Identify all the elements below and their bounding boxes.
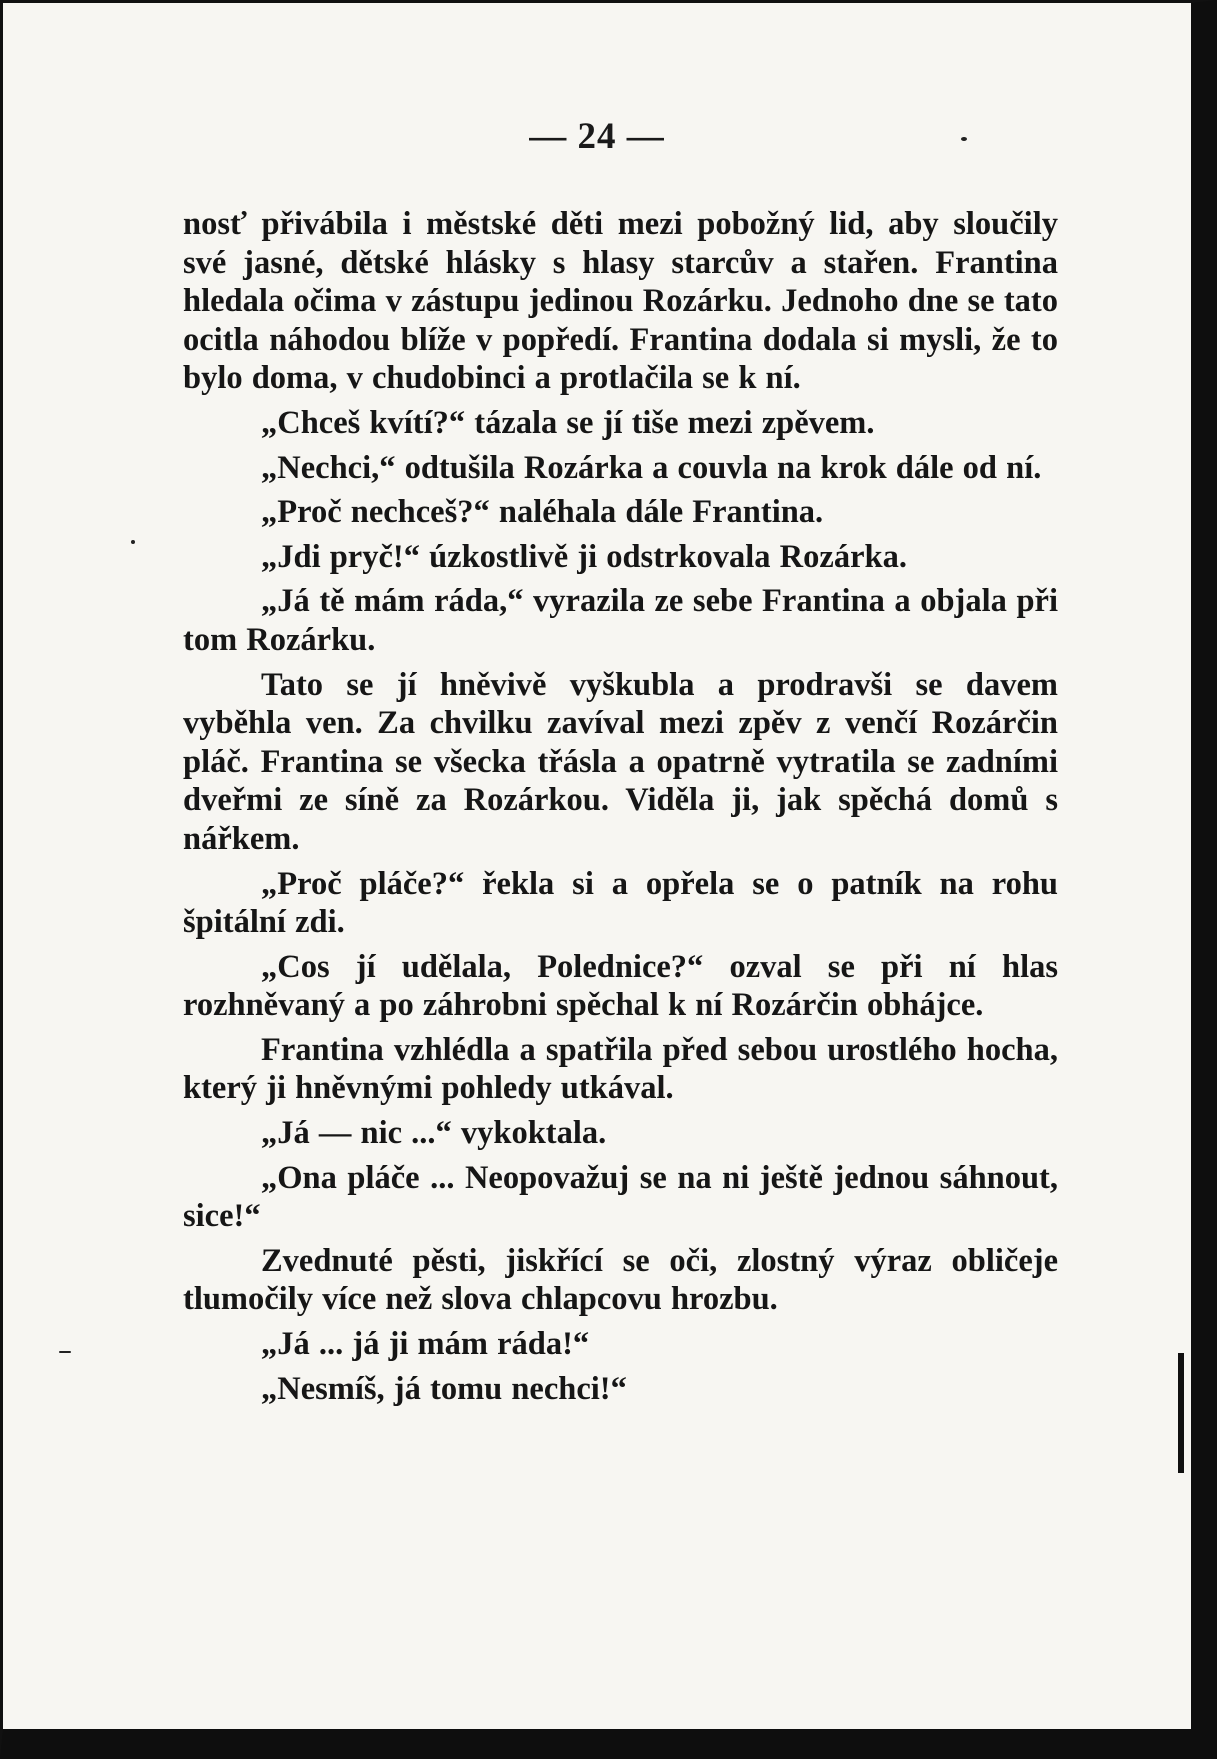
paragraph-dialogue: „Proč nechceš?“ naléhala dále Frantina. xyxy=(261,494,824,531)
scan-edge-mark xyxy=(1178,1353,1184,1473)
paragraph-narration: Tato se jí hněvivě vyškubla a prodravši se davem vyběhla ven. Za chvilku zavíval mezi zpěv z venčí Rozárčin pláč. Frantina se všecka třásla a opatrně vytratila se zadními dveřmi ze síně za Rozárkou. Viděla ji, jak spěchá domů s nářkem. xyxy=(183,666,1058,857)
page-number: — 24 — xyxy=(529,116,665,157)
paragraph-dialogue: „Nechci,“ odtušila Rozárka a couvla na krok dále od ní. xyxy=(261,449,1042,486)
paragraph-dialogue: „Jdi pryč!“ úzkostlivě ji odstrkovala Rozárka. xyxy=(261,538,907,575)
body-text xyxy=(183,205,1058,1408)
paragraph-dialogue: „Nesmíš, já tomu nechci!“ xyxy=(261,1370,627,1407)
paragraph-dialogue: „Já tě mám ráda,“ vyrazila ze sebe Frantina a objala při tom Rozárku. xyxy=(183,583,1058,658)
paragraph-narration: Frantina vzhlédla a spatřila před sebou urostlého hocha, který ji hněvnými pohledy utkával. xyxy=(183,1031,1058,1107)
paragraph-dialogue: „Proč pláče?“ řekla si a opřela se o patník na rohu špitální zdi. xyxy=(183,865,1058,941)
paragraph-narration: Zvednuté pěsti, jiskřící se oči, zlostný výraz obličeje tlumočily více než slova chlapcovu hrozbu. xyxy=(183,1242,1058,1318)
paragraph-dialogue: „Cos jí udělala, Polednice?“ ozval se při ní hlas rozhněvaný a po záhrobni spěchal k ní Rozárčin obhájce. xyxy=(183,948,1058,1024)
paragraph-continuation: nosť přivábila i městské děti mezi pobožný lid, aby sloučily své jasné, dětské hlásky s hlasy starcův a stařen. Frantina hledala očima v zástupu jedinou Rozárku. Jednoho dne se tato ocitla náhodou blíže v popředí. Frantina dodala si mysli, že to bylo doma, v chudobinci a protlačila se k ní. xyxy=(183,206,1058,397)
paragraph-dialogue: „Ona pláče ... Neopovažuj se na ni ještě jednou sáhnout, sice!“ xyxy=(183,1159,1058,1235)
paragraph-dialogue: „Já ... já ji mám ráda!“ xyxy=(261,1326,590,1363)
paragraph-dialogue: „Já — nic ...“ vykoktala. xyxy=(261,1115,607,1152)
scan-speck xyxy=(961,137,967,141)
scan-speck xyxy=(131,540,135,544)
paragraph-dialogue: „Chceš kvítí?“ tázala se jí tiše mezi zpěvem. xyxy=(261,404,875,441)
scan-speck xyxy=(59,1351,71,1353)
